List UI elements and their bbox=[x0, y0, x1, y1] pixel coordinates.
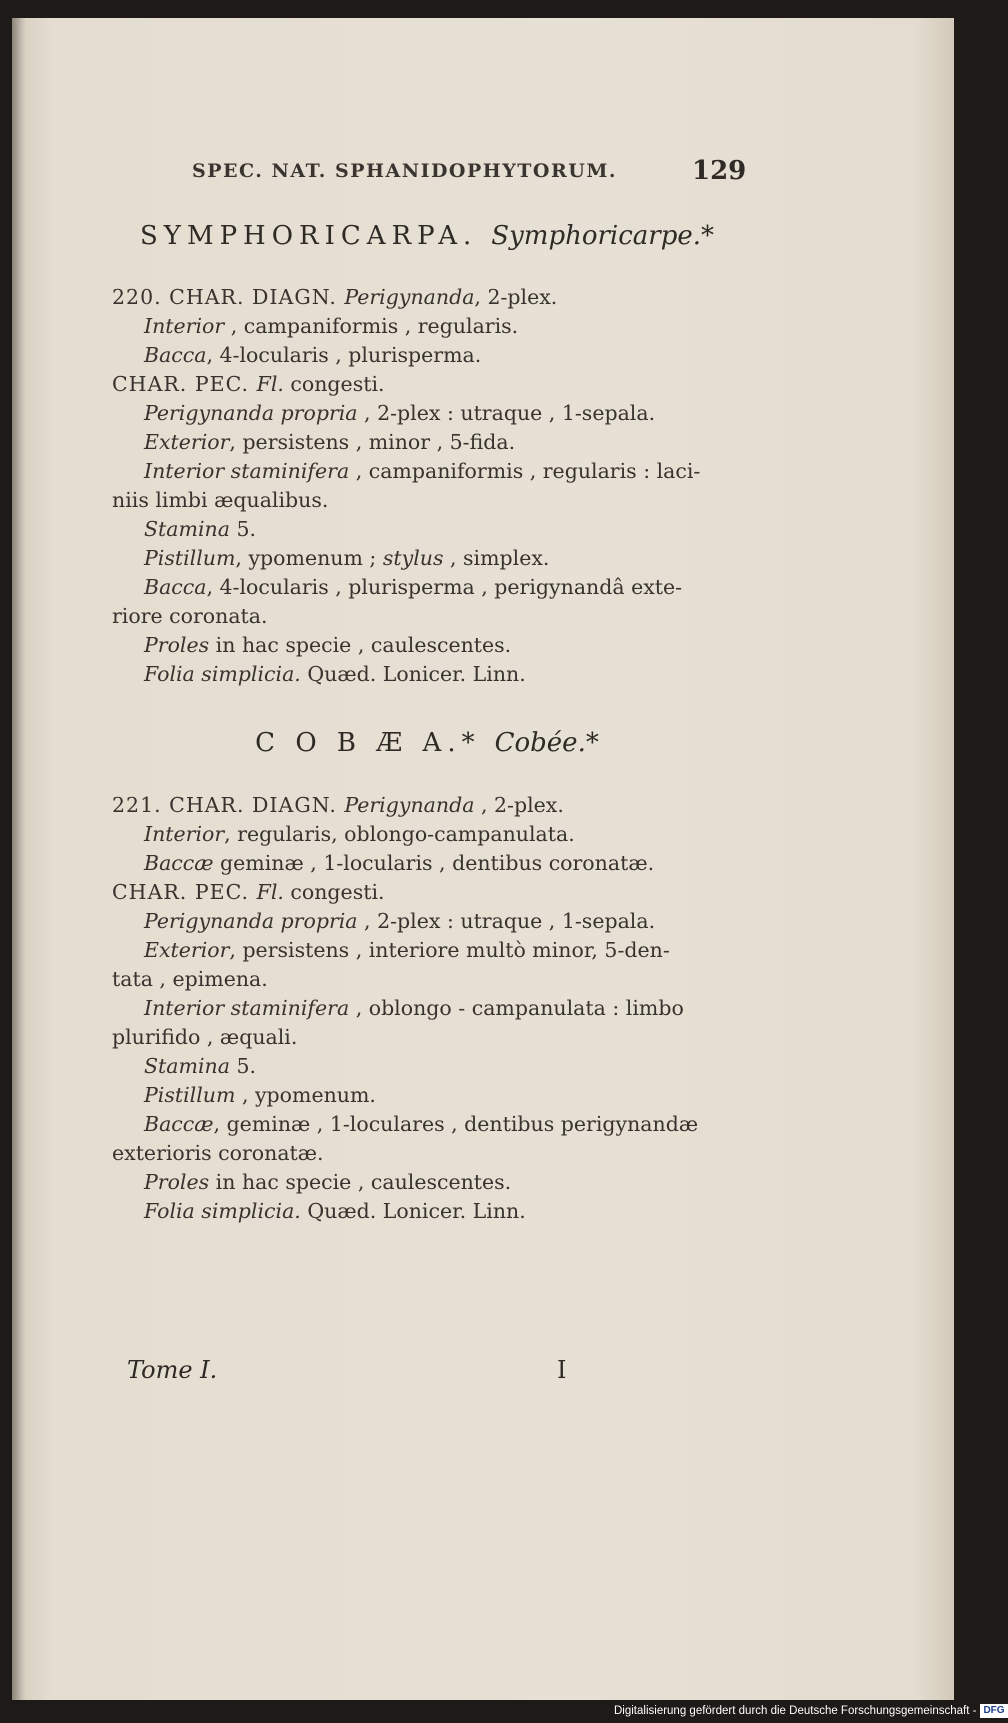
text-line bbox=[112, 965, 752, 994]
genus-name: C O B Æ A.* bbox=[255, 728, 481, 758]
text-segment: Interior staminifera bbox=[144, 459, 350, 483]
text-line bbox=[112, 370, 752, 399]
text-segment: stylus bbox=[382, 546, 444, 570]
text-line bbox=[112, 660, 752, 689]
text-segment: Pistillum bbox=[144, 546, 236, 570]
text-segment: Exterior bbox=[144, 938, 230, 962]
text-line bbox=[112, 1139, 752, 1168]
text-segment: Quæd. Lonicer. Linn. bbox=[300, 1199, 526, 1223]
text-segment: 221. CHAR. DIAGN. bbox=[112, 793, 345, 817]
text-segment: Quæd. Lonicer. Linn. bbox=[300, 662, 526, 686]
text-segment: Folia simplicia. bbox=[144, 662, 301, 686]
text-line bbox=[112, 457, 752, 486]
text-segment: niis limbi æqualibus. bbox=[112, 488, 329, 512]
text-line bbox=[112, 399, 752, 428]
text-segment: , simplex. bbox=[443, 546, 550, 570]
text-segment: Stamina bbox=[144, 517, 230, 541]
text-segment: , 2-plex. bbox=[474, 285, 558, 309]
page-number: 129 bbox=[692, 156, 747, 186]
text-segment: Fl. bbox=[256, 880, 284, 904]
text-line bbox=[112, 631, 752, 660]
text-segment: , 2-plex. bbox=[474, 793, 564, 817]
text-segment: riore coronata. bbox=[112, 604, 268, 628]
text-line bbox=[112, 1168, 752, 1197]
text-segment: Perigynanda bbox=[344, 285, 475, 309]
genus-name: SYMPHORICARPA. bbox=[139, 221, 478, 251]
text-line bbox=[112, 341, 752, 370]
text-segment: Pistillum bbox=[144, 1083, 236, 1107]
genus-french-name: Symphoricarpe.* bbox=[491, 221, 715, 251]
text-segment: Perigynanda bbox=[344, 793, 475, 817]
text-line bbox=[112, 544, 752, 573]
footer-tome: Tome I. bbox=[127, 1356, 218, 1384]
text-line bbox=[112, 878, 752, 907]
text-line bbox=[112, 994, 752, 1023]
text-line bbox=[112, 1197, 752, 1226]
text-line bbox=[112, 820, 752, 849]
text-segment: , 2-plex : utraque , 1-sepala. bbox=[357, 401, 656, 425]
text-line bbox=[112, 602, 752, 631]
text-segment: Baccæ bbox=[144, 1112, 214, 1136]
text-segment: Stamina bbox=[144, 1054, 230, 1078]
text-line bbox=[112, 849, 752, 878]
text-segment: , campaniformis , regularis. bbox=[224, 314, 519, 338]
text-segment: , regularis, oblongo-campanulata. bbox=[224, 822, 575, 846]
text-segment: Interior staminifera bbox=[144, 996, 350, 1020]
text-segment: Bacca bbox=[144, 575, 207, 599]
text-segment: in hac specie , caulescentes. bbox=[209, 633, 512, 657]
text-segment: , campaniformis , regularis : laci- bbox=[349, 459, 701, 483]
text-line bbox=[112, 791, 752, 820]
text-segment: Folia simplicia. bbox=[144, 1199, 301, 1223]
text-segment: Perigynanda propria bbox=[144, 401, 358, 425]
text-segment: , 4-locularis , plurisperma. bbox=[206, 343, 482, 367]
text-line bbox=[112, 936, 752, 965]
text-line bbox=[112, 283, 752, 312]
gutter-shadow bbox=[12, 18, 26, 1700]
text-segment: , persistens , minor , 5-fida. bbox=[229, 430, 516, 454]
text-line bbox=[112, 486, 752, 515]
text-line bbox=[112, 1110, 752, 1139]
text-line bbox=[112, 312, 752, 341]
credit-text: Digitalisierung gefördert durch die Deutsche Forschungsgemeinschaft - bbox=[614, 1705, 977, 1717]
text-segment: CHAR. PEC. bbox=[112, 880, 257, 904]
book-page bbox=[12, 18, 954, 1700]
text-segment: geminæ , 1-locularis , dentibus coronatæ. bbox=[213, 851, 655, 875]
text-segment: , persistens , interiore multò minor, 5-den- bbox=[229, 938, 670, 962]
text-segment: 5. bbox=[229, 1054, 257, 1078]
text-segment: in hac specie , caulescentes. bbox=[209, 1170, 512, 1194]
footer-signature: I bbox=[557, 1356, 567, 1384]
text-line bbox=[112, 573, 752, 602]
text-segment: Fl. bbox=[256, 372, 284, 396]
digitization-credit bbox=[614, 1701, 1008, 1721]
running-head: SPEC. NAT. SPHANIDOPHYTORUM. bbox=[192, 160, 617, 182]
genus-heading-symphoricarpa bbox=[132, 221, 722, 251]
text-segment: Bacca bbox=[144, 343, 207, 367]
text-segment: , geminæ , 1-loculares , dentibus perigynandæ bbox=[213, 1112, 699, 1136]
text-segment: congesti. bbox=[283, 880, 385, 904]
text-segment: , 4-locularis , plurisperma , perigynandâ exte- bbox=[206, 575, 683, 599]
text-line bbox=[112, 1081, 752, 1110]
text-segment: Proles bbox=[144, 1170, 210, 1194]
text-segment: , oblongo - campanulata : limbo bbox=[349, 996, 684, 1020]
text-line bbox=[112, 1023, 752, 1052]
text-line bbox=[112, 515, 752, 544]
text-segment: exterioris coronatæ. bbox=[112, 1141, 324, 1165]
text-line bbox=[112, 1052, 752, 1081]
text-segment: Perigynanda propria bbox=[144, 909, 358, 933]
text-segment: plurifido , æquali. bbox=[112, 1025, 298, 1049]
text-segment: tata , epimena. bbox=[112, 967, 268, 991]
description-block-cobaea bbox=[112, 791, 752, 1226]
text-segment: , 2-plex : utraque , 1-sepala. bbox=[357, 909, 656, 933]
description-block-symphoricarpa bbox=[112, 283, 752, 689]
genus-heading-cobaea bbox=[132, 728, 722, 758]
text-segment: Exterior bbox=[144, 430, 230, 454]
text-segment: Interior bbox=[144, 314, 225, 338]
text-segment: CHAR. PEC. bbox=[112, 372, 257, 396]
text-line bbox=[112, 907, 752, 936]
text-segment: Interior bbox=[144, 822, 225, 846]
text-segment: Baccæ bbox=[144, 851, 214, 875]
text-segment: 5. bbox=[229, 517, 257, 541]
text-segment: , ypomenum ; bbox=[235, 546, 383, 570]
dfg-logo: DFG bbox=[980, 1704, 1007, 1718]
genus-french-name: Cobée.* bbox=[494, 728, 599, 758]
text-segment: , ypomenum. bbox=[235, 1083, 376, 1107]
text-segment: Proles bbox=[144, 633, 210, 657]
text-segment: congesti. bbox=[283, 372, 385, 396]
text-line bbox=[112, 428, 752, 457]
text-segment: 220. CHAR. DIAGN. bbox=[112, 285, 345, 309]
